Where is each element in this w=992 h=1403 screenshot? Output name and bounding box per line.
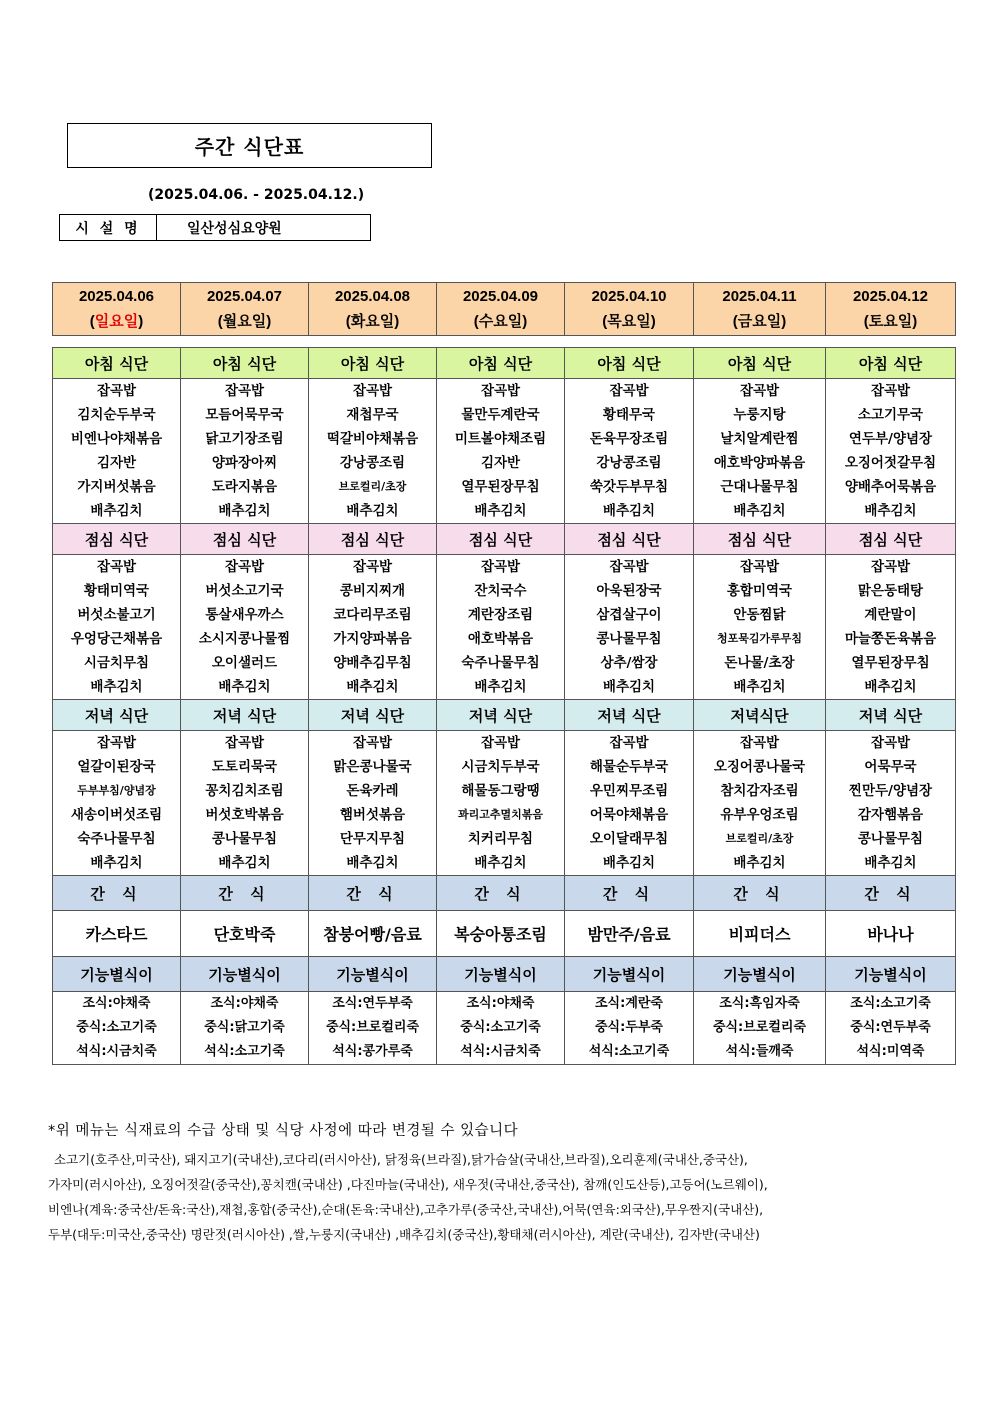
menu-item: 잡곡밥	[609, 735, 649, 751]
menu-item: 배추김치	[864, 503, 917, 519]
menu-item: 오이샐러드	[211, 655, 278, 671]
menu-item: 애호박양파볶음	[713, 455, 806, 471]
functional-header-row	[53, 957, 956, 992]
functional-item: 중식:브로컬리죽	[325, 1020, 420, 1035]
menu-item: 잡곡밥	[609, 559, 649, 575]
menu-item: 배추김치	[218, 503, 271, 519]
menu-item: 강낭콩조림	[596, 455, 662, 471]
functional-item: 중식:브로컬리죽	[712, 1020, 807, 1035]
date-cell	[53, 283, 181, 336]
menu-item: 잔치국수	[474, 583, 527, 599]
functional-cell	[309, 992, 437, 1065]
menu-item: 단무지무침	[339, 831, 406, 847]
menu-item: 배추김치	[90, 855, 143, 871]
menu-item: 맑은콩나물국	[333, 759, 412, 775]
menu-item: 잡곡밥	[96, 383, 137, 399]
menu-item: 오이달래무침	[589, 831, 669, 847]
change-notice: *위 메뉴는 식재료의 수급 상태 및 식당 사정에 따라 변경될 수 있습니다	[48, 1123, 519, 1139]
menu-item: 배추김치	[733, 679, 786, 695]
menu-item: 연두부/양념장	[848, 431, 933, 447]
menu-item: 배추김치	[346, 503, 399, 519]
weekday-line	[826, 309, 955, 334]
date-header-table	[52, 282, 956, 336]
menu-item: 삼겹살구이	[596, 607, 662, 623]
date-cell	[694, 283, 826, 336]
menu-item: 잡곡밥	[739, 735, 780, 751]
snack-header: 간 식	[826, 876, 956, 911]
functional-item: 조식:소고기죽	[850, 996, 931, 1011]
breakfast-header: 아침 식단	[181, 348, 309, 379]
functional-item: 중식:두부죽	[595, 1020, 663, 1035]
weekday-line	[694, 309, 825, 334]
paren-open: (	[602, 313, 608, 330]
snack-item: 참붕어빵/음료	[309, 911, 437, 957]
menu-item: 통살새우까스	[205, 607, 284, 623]
functional-header: 기능별식이	[309, 957, 437, 992]
menu-item: 잡곡밥	[352, 735, 393, 751]
menu-item: 잡곡밥	[224, 383, 265, 399]
snack-item: 비피더스	[694, 911, 826, 957]
facility-name: 일산성심요양원	[187, 220, 282, 237]
menu-item: 햄버섯볶음	[339, 807, 406, 823]
menu-item: 배추김치	[346, 855, 399, 871]
functional-header: 기능별식이	[437, 957, 565, 992]
breakfast-header: 아침 식단	[565, 348, 694, 379]
weekday-label: 일요일	[94, 313, 139, 330]
menu-item: 해물순두부국	[589, 759, 669, 775]
menu-item: 가지양파볶음	[333, 631, 412, 647]
menu-item: 도라지볶음	[211, 479, 278, 495]
paren-close: )	[781, 313, 787, 330]
menu-item: 돈육카레	[346, 783, 399, 799]
menu-item: 얼갈이된장국	[77, 759, 156, 775]
snack-header: 간 식	[309, 876, 437, 911]
menu-item: 오징어젓갈무침	[844, 455, 937, 471]
notes-section	[48, 1119, 948, 1247]
menu-item: 날치알계란찜	[720, 431, 799, 447]
menu-item: 참치감자조림	[720, 783, 799, 799]
menu-item: 양배추김무침	[333, 655, 412, 671]
weekday-line	[437, 309, 564, 334]
menu-item: 배추김치	[733, 503, 786, 519]
menu-item: 꽈리고추멸치볶음	[457, 808, 543, 821]
lunch-items-row	[53, 555, 956, 700]
menu-item: 홍합미역국	[726, 583, 793, 599]
menu-item: 강낭콩조림	[339, 455, 406, 471]
paren-close: )	[650, 313, 656, 330]
dinner-menu-cell	[694, 731, 826, 876]
weekday-label: 금요일	[737, 313, 782, 330]
menu-item: 어묵무국	[864, 759, 917, 775]
menu-item: 숙주나물무침	[77, 831, 156, 847]
menu-item: 닭고기장조림	[205, 431, 284, 447]
menu-item: 김자반	[480, 455, 521, 471]
breakfast-items-row	[53, 379, 956, 524]
dinner-menu-cell	[565, 731, 694, 876]
menu-item: 애호박볶음	[467, 631, 534, 647]
menu-item: 가지버섯볶음	[77, 479, 156, 495]
functional-item: 조식:야채죽	[210, 996, 279, 1011]
lunch-header: 점심 식단	[53, 524, 181, 555]
dinner-header-row	[53, 700, 956, 731]
menu-item: 소고기무국	[857, 407, 924, 423]
page-title: 주간 식단표	[67, 123, 432, 168]
lunch-menu-cell	[437, 555, 565, 700]
date-text: 2025.04.11	[722, 288, 797, 305]
menu-item: 열무된장무침	[851, 655, 930, 671]
menu-item: 양배추어묵볶음	[844, 479, 937, 495]
menu-item: 양파장아찌	[211, 455, 278, 471]
menu-item: 떡갈비야채볶음	[326, 431, 419, 447]
paren-open: (	[732, 313, 738, 330]
menu-item: 모듬어묵무국	[205, 407, 284, 423]
dinner-header: 저녁 식단	[53, 700, 181, 731]
functional-cell	[565, 992, 694, 1065]
menu-item: 브로컬리/초장	[338, 480, 407, 493]
functional-cell	[53, 992, 181, 1065]
menu-item: 도토리묵국	[211, 759, 278, 775]
menu-item: 시금치두부국	[461, 759, 540, 775]
weekday-label: 수요일	[478, 313, 523, 330]
menu-item: 버섯소고기국	[205, 583, 284, 599]
menu-item: 황태무국	[602, 407, 656, 423]
menu-item: 찐만두/양념장	[848, 783, 933, 799]
origin-line: 비엔나(계육:중국산/돈육:국산),재첩,홍합(중국산),순대(돈육:국내산),고추가루(중국산,국내산),어묵(연육:외국산),무우짠지(국내산),	[48, 1202, 764, 1217]
menu-item: 계란장조림	[467, 607, 534, 623]
breakfast-header: 아침 식단	[309, 348, 437, 379]
lunch-header: 점심 식단	[826, 524, 956, 555]
origin-line: 가자미(러시아산), 오징어젓갈(중국산),꽁치캔(국내산) ,다진마늘(국내산), 새우젓(국내산,중국산), 참깨(인도산등),고등어(노르웨이),	[48, 1177, 768, 1192]
menu-item: 잡곡밥	[870, 383, 911, 399]
paren-open: (	[89, 313, 95, 330]
functional-header: 기능별식이	[565, 957, 694, 992]
menu-item: 치커리무침	[467, 831, 534, 847]
snack-items-row	[53, 911, 956, 957]
functional-item: 중식:연두부죽	[850, 1020, 931, 1035]
dinner-menu-cell	[826, 731, 956, 876]
functional-cell	[826, 992, 956, 1065]
menu-item: 해물동그랑땡	[461, 783, 540, 799]
functional-item: 중식:소고기죽	[76, 1020, 157, 1035]
breakfast-menu-cell	[826, 379, 956, 524]
functional-item: 조식:연두부죽	[332, 996, 413, 1011]
menu-item: 배추김치	[474, 503, 527, 519]
menu-item: 안동찜닭	[733, 607, 786, 623]
breakfast-header: 아침 식단	[437, 348, 565, 379]
date-cell	[181, 283, 309, 336]
functional-items-row	[53, 992, 956, 1065]
menu-item: 브로컬리/초장	[725, 832, 794, 845]
lunch-menu-cell	[53, 555, 181, 700]
menu-item: 잡곡밥	[480, 559, 521, 575]
paren-close: )	[522, 313, 528, 330]
paren-open: (	[217, 313, 223, 330]
functional-header: 기능별식이	[53, 957, 181, 992]
date-text: 2025.04.09	[462, 288, 539, 305]
menu-item: 잡곡밥	[870, 559, 911, 575]
functional-item: 석식:소고기죽	[588, 1044, 670, 1059]
functional-item: 석식:들깨죽	[725, 1044, 794, 1059]
functional-header: 기능별식이	[181, 957, 309, 992]
menu-item: 콩나물무침	[857, 831, 924, 847]
menu-item: 돈육무장조림	[589, 431, 669, 447]
date-text: 2025.04.12	[852, 288, 929, 305]
weekly-menu-table	[52, 347, 956, 1065]
menu-item: 황태미역국	[83, 583, 150, 599]
menu-item: 잡곡밥	[870, 735, 911, 751]
snack-item: 밤만주/음료	[565, 911, 694, 957]
date-cell	[565, 283, 694, 336]
menu-item: 누룽지탕	[733, 407, 786, 423]
menu-item: 우엉당근채볶음	[70, 631, 163, 647]
dinner-header: 저녁 식단	[565, 700, 694, 731]
dinner-items-row	[53, 731, 956, 876]
date-cell	[437, 283, 565, 336]
menu-item: 맑은동태탕	[857, 583, 924, 599]
menu-item: 김자반	[96, 455, 137, 471]
date-text: 2025.04.08	[334, 288, 411, 305]
menu-item: 배추김치	[602, 503, 656, 519]
menu-item: 청포묵김가루무침	[716, 632, 802, 645]
menu-item: 콩비지찌개	[339, 583, 406, 599]
date-cell	[309, 283, 437, 336]
menu-item: 마늘쫑돈육볶음	[844, 631, 937, 647]
dinner-header: 저녁 식단	[181, 700, 309, 731]
breakfast-menu-cell	[437, 379, 565, 524]
paren-open: (	[473, 313, 479, 330]
paren-close: )	[266, 313, 272, 330]
functional-item: 중식:소고기죽	[460, 1020, 541, 1035]
menu-item: 잡곡밥	[480, 735, 521, 751]
snack-header: 간 식	[694, 876, 826, 911]
breakfast-menu-cell	[694, 379, 826, 524]
functional-item: 석식:미역죽	[856, 1044, 925, 1059]
menu-item: 쑥갓두부무침	[589, 479, 669, 495]
weekday-label: 토요일	[868, 313, 913, 330]
menu-item: 꽁치김치조림	[205, 783, 284, 799]
menu-item: 소시지콩나물찜	[198, 631, 291, 647]
menu-item: 시금치무침	[83, 655, 150, 671]
menu-item: 상추/쌈장	[600, 655, 658, 671]
functional-item: 조식:야채죽	[82, 996, 151, 1011]
dinner-header: 저녁식단	[694, 700, 826, 731]
breakfast-header: 아침 식단	[694, 348, 826, 379]
menu-item: 근대나물무침	[720, 479, 799, 495]
menu-item: 잡곡밥	[352, 559, 393, 575]
lunch-header: 점심 식단	[309, 524, 437, 555]
breakfast-menu-cell	[565, 379, 694, 524]
functional-header: 기능별식이	[694, 957, 826, 992]
lunch-header: 점심 식단	[181, 524, 309, 555]
snack-header-row	[53, 876, 956, 911]
functional-item: 석식:소고기죽	[204, 1044, 285, 1059]
menu-item: 코다리무조림	[333, 607, 412, 623]
date-text: 2025.04.07	[206, 288, 283, 305]
lunch-menu-cell	[181, 555, 309, 700]
snack-item: 카스타드	[53, 911, 181, 957]
menu-item: 배추김치	[474, 855, 527, 871]
paren-close: )	[912, 313, 918, 330]
lunch-menu-cell	[694, 555, 826, 700]
menu-item: 배추김치	[90, 679, 143, 695]
menu-item: 오징어콩나물국	[713, 759, 806, 775]
menu-item: 배추김치	[90, 503, 143, 519]
functional-item: 조식:흑임자죽	[719, 996, 800, 1011]
menu-item: 돈나물/초장	[724, 655, 795, 671]
functional-item: 중식:닭고기죽	[204, 1020, 285, 1035]
breakfast-menu-cell	[309, 379, 437, 524]
functional-header: 기능별식이	[826, 957, 956, 992]
menu-item: 감자햄볶음	[857, 807, 924, 823]
menu-item: 계란말이	[864, 607, 917, 623]
menu-item: 배추김치	[602, 679, 656, 695]
breakfast-menu-cell	[181, 379, 309, 524]
functional-item: 석식:시금치죽	[460, 1044, 541, 1059]
menu-item: 버섯소불고기	[77, 607, 156, 623]
dinner-menu-cell	[309, 731, 437, 876]
menu-item: 잡곡밥	[96, 735, 137, 751]
snack-header: 간 식	[437, 876, 565, 911]
menu-item: 아욱된장국	[596, 583, 662, 599]
menu-item: 물만두계란국	[461, 407, 540, 423]
menu-item: 잡곡밥	[739, 383, 780, 399]
facility-label: 시 설 명	[60, 215, 157, 240]
snack-header: 간 식	[181, 876, 309, 911]
menu-item: 배추김치	[218, 855, 271, 871]
dinner-menu-cell	[181, 731, 309, 876]
snack-item: 바나나	[826, 911, 956, 957]
facility-info	[59, 214, 371, 241]
menu-item: 숙주나물무침	[461, 655, 540, 671]
menu-item: 잡곡밥	[224, 559, 265, 575]
functional-item: 조식:야채죽	[466, 996, 535, 1011]
functional-cell	[437, 992, 565, 1065]
weekday-line	[309, 309, 436, 334]
menu-item: 콩나물무침	[596, 631, 662, 647]
lunch-menu-cell	[309, 555, 437, 700]
functional-item: 석식:시금치죽	[76, 1044, 157, 1059]
breakfast-header: 아침 식단	[53, 348, 181, 379]
paren-close: )	[394, 313, 400, 330]
menu-item: 잡곡밥	[480, 383, 521, 399]
menu-item: 어묵야채볶음	[589, 807, 669, 823]
origin-line: 두부(대두:미국산,중국산) 명란젓(러시아산) ,쌀,누룽지(국내산) ,배추김치(중국산),황태채(러시아산), 계란(국내산), 김자반(국내산)	[48, 1227, 760, 1242]
menu-item: 버섯호박볶음	[205, 807, 284, 823]
breakfast-header: 아침 식단	[826, 348, 956, 379]
paren-open: (	[345, 313, 351, 330]
menu-item: 김치순두부국	[77, 407, 156, 423]
lunch-menu-cell	[826, 555, 956, 700]
menu-item: 잡곡밥	[609, 383, 649, 399]
functional-cell	[181, 992, 309, 1065]
dinner-menu-cell	[437, 731, 565, 876]
snack-header: 간 식	[565, 876, 694, 911]
origin-line: 소고기(호주산,미국산), 돼지고기(국내산),코다리(러시아산), 닭정육(브라질),닭가슴살(국내산,브라질),오리훈제(국내산,중국산),	[54, 1152, 748, 1167]
weekday-label: 목요일	[607, 313, 651, 330]
lunch-header-row	[53, 524, 956, 555]
menu-item: 잡곡밥	[739, 559, 780, 575]
menu-item: 두부부침/양념장	[77, 784, 156, 797]
date-cell	[826, 283, 956, 336]
weekday-label: 월요일	[222, 313, 267, 330]
menu-item: 새송이버섯조림	[70, 807, 163, 823]
weekday-line	[53, 309, 180, 334]
menu-item: 배추김치	[474, 679, 527, 695]
dinner-header: 저녁 식단	[309, 700, 437, 731]
dinner-header: 저녁 식단	[826, 700, 956, 731]
lunch-menu-cell	[565, 555, 694, 700]
lunch-header: 점심 식단	[437, 524, 565, 555]
lunch-header: 점심 식단	[565, 524, 694, 555]
functional-item: 석식:콩가루죽	[332, 1044, 413, 1059]
paren-close: )	[138, 313, 144, 330]
menu-item: 미트볼야채조림	[454, 431, 547, 447]
dinner-menu-cell	[53, 731, 181, 876]
menu-item: 배추김치	[602, 855, 656, 871]
weekday-label: 화요일	[350, 313, 395, 330]
date-text: 2025.04.10	[591, 288, 667, 305]
snack-item: 단호박죽	[181, 911, 309, 957]
paren-open: (	[863, 313, 869, 330]
menu-item: 잡곡밥	[352, 383, 393, 399]
breakfast-header-row	[53, 348, 956, 379]
menu-item: 배추김치	[733, 855, 786, 871]
menu-item: 비엔나야채볶음	[70, 431, 163, 447]
menu-item: 열무된장무침	[461, 479, 540, 495]
breakfast-menu-cell	[53, 379, 181, 524]
menu-item: 콩나물무침	[211, 831, 278, 847]
dinner-header: 저녁 식단	[437, 700, 565, 731]
functional-item: 조식:계란죽	[595, 996, 663, 1011]
date-range: (2025.04.06. - 2025.04.12.)	[148, 187, 365, 203]
menu-item: 우민찌무조림	[589, 783, 669, 799]
menu-item: 유부우엉조림	[720, 807, 799, 823]
menu-item: 재첩무국	[346, 407, 399, 423]
snack-item: 복숭아통조림	[437, 911, 565, 957]
weekday-line	[565, 309, 693, 334]
functional-cell	[694, 992, 826, 1065]
lunch-header: 점심 식단	[694, 524, 826, 555]
menu-item: 배추김치	[346, 679, 399, 695]
snack-header: 간 식	[53, 876, 181, 911]
menu-item: 배추김치	[864, 855, 917, 871]
menu-item: 배추김치	[864, 679, 917, 695]
menu-item: 배추김치	[218, 679, 271, 695]
date-text: 2025.04.06	[78, 288, 155, 305]
menu-item: 잡곡밥	[96, 559, 137, 575]
menu-item: 잡곡밥	[224, 735, 265, 751]
weekday-line	[181, 309, 308, 334]
